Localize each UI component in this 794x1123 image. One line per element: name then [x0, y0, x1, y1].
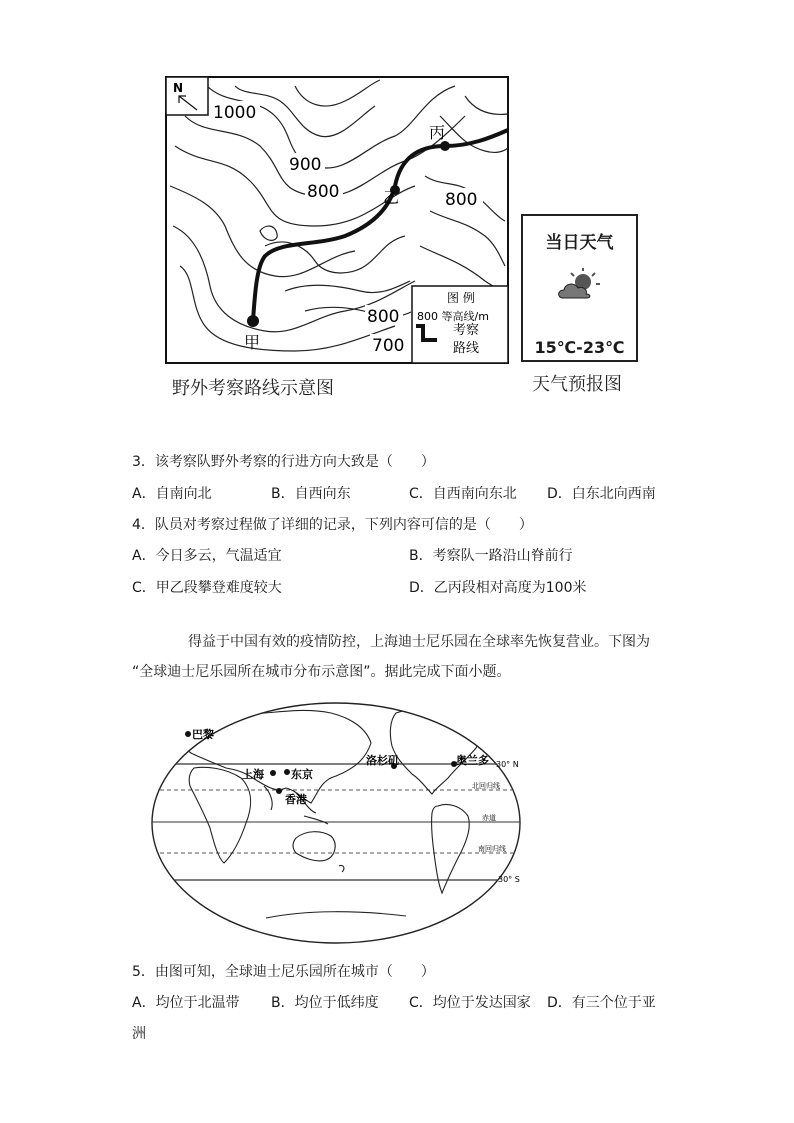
- q5-option-d[interactable]: D．有三个位于亚: [547, 995, 656, 1011]
- q4-option-c[interactable]: C．甲乙段攀登难度较大: [132, 580, 282, 596]
- q3-option-d[interactable]: D．白东北向西南: [547, 486, 656, 502]
- q3-option-c[interactable]: C．自西南向东北: [409, 486, 517, 502]
- city-shanghai-label: 上海: [242, 768, 264, 781]
- point-yi-label: 乙: [383, 188, 400, 207]
- legend-title: 图 例: [447, 291, 475, 305]
- q3-option-b[interactable]: B．自西向东: [271, 486, 351, 502]
- lat-30n-label: 30° N: [496, 760, 519, 769]
- q5-option-a[interactable]: A．均位于北温带: [132, 995, 240, 1011]
- map-legend: [412, 286, 508, 363]
- city-hongkong-marker: [276, 788, 282, 794]
- city-paris-marker: [185, 731, 191, 737]
- contour-label-700: 700: [372, 336, 405, 356]
- equator-label: 赤道: [482, 814, 496, 822]
- q5-stem: 5．由图可知，全球迪士尼乐园所在城市（ ）: [132, 964, 435, 980]
- north-label: N: [173, 81, 184, 95]
- lat-30s-label: 30° S: [498, 875, 520, 884]
- world-disney-map: [146, 698, 526, 948]
- point-jia-label: 甲: [244, 333, 261, 352]
- q3-option-a[interactable]: A．自南向北: [132, 486, 212, 502]
- partly-cloudy-icon: [555, 266, 605, 306]
- topo-map-caption: 野外考察路线示意图: [172, 378, 334, 399]
- contour-label-800-c: 800: [367, 307, 400, 327]
- point-bing-marker: [440, 141, 450, 151]
- contour-label-800-b: 800: [445, 190, 478, 210]
- intro-line-1: 得益于中国有效的疫情防控，上海迪士尼乐园在全球率先恢复营业。下图为: [188, 634, 650, 650]
- city-paris-label: 巴黎: [192, 728, 214, 741]
- weather-caption: 天气预报图: [532, 374, 622, 395]
- weather-title: 当日天气: [545, 233, 614, 253]
- contour-label-1000: 1000: [213, 103, 257, 123]
- city-hongkong-label: 香港: [285, 793, 307, 806]
- topographic-route-map: [165, 76, 509, 364]
- legend-route-line2: 路线: [453, 341, 480, 356]
- q5-option-d-wrap: 洲: [132, 1026, 146, 1042]
- q4-option-d[interactable]: D．乙丙段相对高度为100米: [409, 580, 587, 596]
- city-tokyo-label: 东京: [291, 768, 313, 781]
- q5-option-b[interactable]: B．均位于低纬度: [271, 995, 379, 1011]
- point-jia-marker: [247, 315, 259, 327]
- contour-label-800-a: 800: [307, 182, 340, 202]
- q5-option-c[interactable]: C．均位于发达国家: [409, 995, 531, 1011]
- point-bing-label: 丙: [429, 123, 446, 142]
- tropic-south-label: 南回归线: [478, 845, 506, 853]
- north-arrow: [166, 77, 208, 115]
- contour-label-900: 900: [289, 155, 322, 175]
- legend-route-line1: 考察: [453, 323, 480, 338]
- city-losangeles-label: 洛杉矶: [366, 754, 399, 767]
- tropic-north-label: 北回归线: [472, 782, 500, 790]
- legend-contour: 800 等高线/m: [417, 310, 489, 323]
- intro-line-2: “全球迪士尼乐园所在城市分布示意图”。据此完成下面小题。: [132, 664, 511, 680]
- weather-temp: 15℃-23℃: [534, 338, 625, 357]
- q4-option-b[interactable]: B．考察队一路沿山脊前行: [409, 548, 573, 564]
- city-tokyo-marker: [284, 769, 290, 775]
- q3-stem: 3．该考察队野外考察的行进方向大致是（ ）: [132, 454, 435, 470]
- weather-forecast-card: [521, 214, 638, 362]
- q4-option-a[interactable]: A．今日多云，气温适宜: [132, 548, 282, 564]
- q4-stem: 4．队员对考察过程做了详细的记录，下列内容可信的是（ ）: [132, 517, 533, 533]
- city-orlando-label: 奥兰多: [456, 754, 489, 767]
- city-shanghai-marker: [270, 770, 276, 776]
